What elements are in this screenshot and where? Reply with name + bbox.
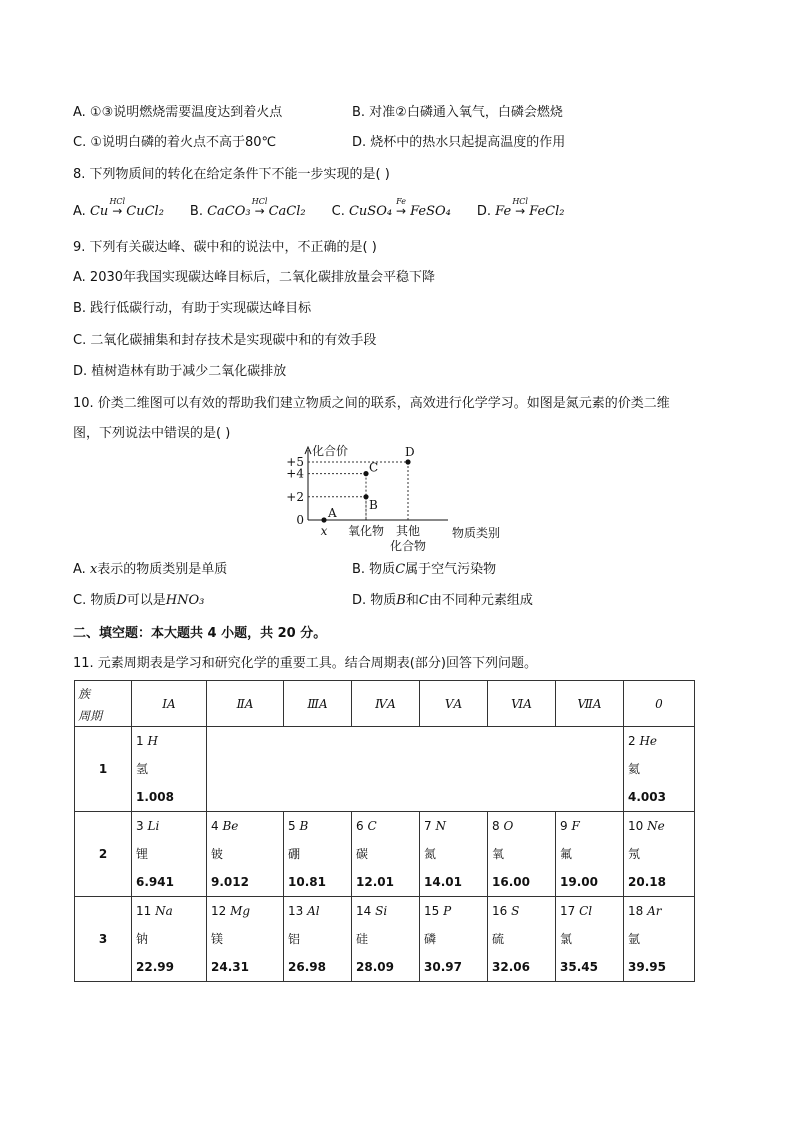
table-row-period-2 <box>75 812 695 897</box>
corner-period-label: 周期 <box>78 709 103 723</box>
product: CaCl₂ <box>268 204 306 219</box>
corner-cell <box>75 681 132 727</box>
atomic-mass: 20.18 <box>628 875 666 889</box>
atomic-number: 4 <box>211 819 219 833</box>
atomic-number: 15 <box>424 904 440 918</box>
reaction-condition: Fe <box>396 197 406 206</box>
atomic-number: 2 <box>628 734 636 748</box>
product: FeSO₄ <box>410 204 451 219</box>
option-letter: D. <box>476 204 496 219</box>
element-number-symbol <box>628 812 694 840</box>
element-symbol: O <box>503 819 514 833</box>
element-name: 镁 <box>211 932 224 946</box>
element-number-symbol <box>628 897 694 925</box>
atomic-mass: 39.95 <box>628 960 666 974</box>
element-symbol: Si <box>375 904 388 918</box>
x-axis-title: 物质类别 <box>452 526 501 540</box>
reaction-arrow: → HCl <box>251 202 269 220</box>
period-number: 3 <box>75 897 132 982</box>
q7-option-d: D. 烧杯中的热水只起提高温度的作用 <box>352 135 566 150</box>
element-symbol: Al <box>307 904 320 918</box>
element-number-symbol <box>211 897 283 925</box>
element-number-symbol <box>288 897 351 925</box>
atomic-number: 10 <box>628 819 644 833</box>
reaction-arrow: → Fe <box>392 202 410 220</box>
reactant: CaCO₃ <box>207 204 251 219</box>
table-row-period-1 <box>75 727 695 812</box>
element-symbol: He <box>639 734 658 748</box>
element-name: 氮 <box>424 847 437 861</box>
atomic-mass: 30.97 <box>424 960 462 974</box>
element-symbol: Li <box>147 819 160 833</box>
table-row-period-3 <box>75 897 695 982</box>
group-header: ⅣA <box>352 681 420 727</box>
q10-option-b: B. 物质C属于空气污染物 <box>352 562 497 577</box>
atomic-number: 18 <box>628 904 644 918</box>
element-name: 硅 <box>356 932 369 946</box>
element-number-symbol <box>560 812 623 840</box>
atomic-mass: 24.31 <box>211 960 249 974</box>
periodic-table <box>74 680 695 982</box>
atomic-number: 17 <box>560 904 576 918</box>
atomic-mass: 10.81 <box>288 875 326 889</box>
element-name: 锂 <box>136 847 149 861</box>
atomic-mass: 28.09 <box>356 960 394 974</box>
atomic-number: 6 <box>356 819 364 833</box>
atomic-mass: 26.98 <box>288 960 326 974</box>
y-tick-label: +4 <box>286 466 304 481</box>
element-cell <box>207 897 284 982</box>
product: CuCl₂ <box>126 204 164 219</box>
data-point-a <box>321 517 326 522</box>
data-point-d <box>405 459 410 464</box>
y-axis-title: 化合价 <box>312 444 349 458</box>
option-letter: B. <box>189 204 208 219</box>
period-number: 1 <box>75 727 132 812</box>
element-number-symbol <box>424 897 487 925</box>
atomic-mass: 1.008 <box>136 790 174 804</box>
element-name: 硼 <box>288 847 301 861</box>
atomic-mass: 16.00 <box>492 875 530 889</box>
data-point-b <box>363 494 368 499</box>
element-cell <box>488 812 556 897</box>
q9-option-d: D. 植树造林有助于减少二氧化碳排放 <box>73 364 287 379</box>
y-tick-label: +5 <box>286 455 304 469</box>
group-header: ⅢA <box>284 681 352 727</box>
x-category-label: 其他 <box>395 524 421 538</box>
element-symbol: Ne <box>647 819 665 833</box>
atomic-number: 1 <box>136 734 144 748</box>
q9-option-b: B. 践行低碳行动，有助于实现碳达峰目标 <box>73 301 312 316</box>
x-category-label: x <box>320 524 328 538</box>
element-name: 氢 <box>136 762 149 776</box>
element-number-symbol <box>492 897 555 925</box>
element-cell <box>352 812 420 897</box>
atomic-number: 7 <box>424 819 432 833</box>
element-name: 碳 <box>356 847 369 861</box>
element-number-symbol <box>136 897 206 925</box>
element-cell <box>624 897 695 982</box>
reaction-arrow: → HCl <box>511 202 529 220</box>
element-number-symbol <box>492 812 555 840</box>
option-letter: C. <box>331 204 349 219</box>
atomic-mass: 12.01 <box>356 875 394 889</box>
group-header: 0 <box>624 681 695 727</box>
element-cell <box>132 812 207 897</box>
valence-class-chart <box>276 444 516 556</box>
element-name: 氧 <box>492 847 505 861</box>
atomic-mass: 9.012 <box>211 875 249 889</box>
empty-gap <box>207 727 624 812</box>
point-label: B <box>369 497 378 512</box>
element-symbol: H <box>147 734 158 748</box>
q8-option <box>189 197 306 221</box>
q10-option-d: D. 物质B和C由不同种元素组成 <box>352 593 533 608</box>
group-header: ⅥA <box>488 681 556 727</box>
q11-stem: 11. 元素周期表是学习和研究化学的重要工具。结合周期表(部分)回答下列问题。 <box>73 656 537 671</box>
corner-group-label: 族 <box>78 687 91 701</box>
element-symbol: P <box>443 904 452 918</box>
group-header: ⅤA <box>420 681 488 727</box>
q8-option <box>331 197 451 221</box>
element-name: 磷 <box>424 932 437 946</box>
atomic-mass: 35.45 <box>560 960 598 974</box>
element-cell <box>556 897 624 982</box>
element-name: 氩 <box>628 932 641 946</box>
point-label: D <box>405 445 415 459</box>
element-symbol: Na <box>155 904 173 918</box>
atomic-number: 11 <box>136 904 152 918</box>
atomic-mass: 32.06 <box>492 960 530 974</box>
atomic-number: 3 <box>136 819 144 833</box>
element-symbol: Ar <box>647 904 662 918</box>
period-number: 2 <box>75 812 132 897</box>
element-name: 氟 <box>560 847 573 861</box>
atomic-mass: 22.99 <box>136 960 174 974</box>
element-number-symbol <box>356 897 419 925</box>
element-cell <box>207 812 284 897</box>
section-title: 二、填空题：本大题共 4 小题，共 20 分。 <box>73 626 327 641</box>
atomic-number: 8 <box>492 819 500 833</box>
element-cell <box>624 727 695 812</box>
reaction-condition: HCl <box>109 197 126 206</box>
element-symbol: C <box>367 819 377 833</box>
atomic-mass: 4.003 <box>628 790 666 804</box>
atomic-number: 13 <box>288 904 304 918</box>
element-name: 硫 <box>492 932 505 946</box>
element-name: 氯 <box>560 932 573 946</box>
reactant: Fe <box>495 204 512 219</box>
q10-stem-line1: 10. 价类二维图可以有效的帮助我们建立物质之间的联系，高效进行化学学习。如图是氮元素的价类二维 <box>73 396 670 411</box>
x-category-label: 化合物 <box>389 539 427 553</box>
q10-option-a: A. x表示的物质类别是单质 <box>73 562 228 577</box>
x-category-label: 氧化物 <box>347 524 385 538</box>
q7-option-a: A. ①③说明燃烧需要温度达到着火点 <box>73 105 283 120</box>
product: FeCl₂ <box>529 204 565 219</box>
element-symbol: F <box>571 819 580 833</box>
q8-options <box>73 197 590 221</box>
atomic-mass: 6.941 <box>136 875 174 889</box>
element-symbol: S <box>511 904 520 918</box>
atomic-number: 9 <box>560 819 568 833</box>
atomic-number: 14 <box>356 904 372 918</box>
element-cell <box>284 897 352 982</box>
data-point-c <box>363 471 368 476</box>
q7-option-b: B. 对准②白磷通入氧气，白磷会燃烧 <box>352 105 563 120</box>
reaction-arrow: → HCl <box>108 202 126 220</box>
group-header: ⅦA <box>556 681 624 727</box>
q10-stem-line2: 图，下列说法中错误的是( ) <box>73 426 231 441</box>
atomic-number: 5 <box>288 819 296 833</box>
element-name: 铍 <box>211 847 224 861</box>
atomic-mass: 14.01 <box>424 875 462 889</box>
element-cell <box>284 812 352 897</box>
element-cell <box>420 897 488 982</box>
q8-stem: 8. 下列物质间的转化在给定条件下不能一步实现的是( ) <box>73 167 390 182</box>
element-number-symbol <box>424 812 487 840</box>
element-cell <box>132 727 207 812</box>
reaction-condition: HCl <box>512 197 528 206</box>
element-cell <box>624 812 695 897</box>
element-number-symbol <box>628 727 694 755</box>
element-cell <box>488 897 556 982</box>
q8-option <box>476 197 565 221</box>
element-cell <box>420 812 488 897</box>
element-number-symbol <box>356 812 419 840</box>
atomic-number: 16 <box>492 904 508 918</box>
q8-option <box>73 197 164 221</box>
group-header: ⅡA <box>207 681 284 727</box>
element-name: 铝 <box>288 932 301 946</box>
element-number-symbol <box>136 812 206 840</box>
element-name: 氖 <box>628 847 641 861</box>
element-number-symbol <box>211 812 283 840</box>
atomic-mass: 19.00 <box>560 875 598 889</box>
element-cell <box>352 897 420 982</box>
element-symbol: B <box>299 819 309 833</box>
y-tick-label: 0 <box>296 513 304 527</box>
element-symbol: N <box>435 819 446 833</box>
reactant: CuSO₄ <box>348 204 393 219</box>
element-cell <box>556 812 624 897</box>
element-cell <box>132 897 207 982</box>
element-name: 氦 <box>628 762 641 776</box>
element-name: 钠 <box>136 932 149 946</box>
option-letter: A. <box>73 204 90 219</box>
q9-stem: 9. 下列有关碳达峰、碳中和的说法中，不正确的是( ) <box>73 240 377 255</box>
q9-option-c: C. 二氧化碳捕集和封存技术是实现碳中和的有效手段 <box>73 333 377 348</box>
q10-option-c: C. 物质D可以是HNO₃ <box>73 593 205 608</box>
reactant: Cu <box>89 204 109 219</box>
q7-option-c: C. ①说明白磷的着火点不高于80℃ <box>73 135 277 150</box>
y-tick-label: +2 <box>286 489 304 504</box>
element-number-symbol <box>136 727 206 755</box>
atomic-number: 12 <box>211 904 227 918</box>
reaction-condition: HCl <box>251 197 268 206</box>
q9-option-a: A. 2030年我国实现碳达峰目标后，二氧化碳排放量会平稳下降 <box>73 270 436 285</box>
table-header-row <box>75 681 695 727</box>
element-number-symbol <box>288 812 351 840</box>
group-header: IA <box>132 681 207 727</box>
element-symbol: Cl <box>579 904 593 918</box>
element-symbol: Be <box>222 819 239 833</box>
element-symbol: Mg <box>230 904 251 918</box>
element-number-symbol <box>560 897 623 925</box>
point-label: A <box>328 506 337 520</box>
point-label: C <box>369 460 379 475</box>
